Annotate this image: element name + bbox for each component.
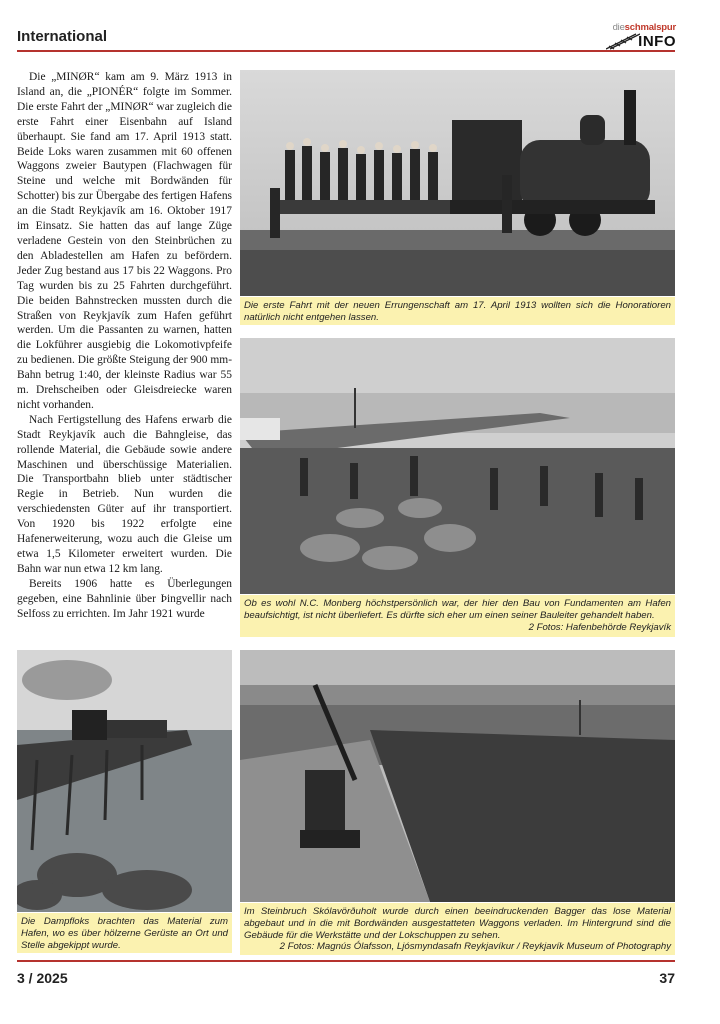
section-title: International <box>17 28 108 45</box>
header-rule <box>17 50 675 52</box>
logo-big-text: INFO <box>638 33 676 50</box>
photo-credit: 2 Fotos: Hafenbehörde Reykjavík <box>528 621 671 633</box>
issue-number: 3 / 2025 <box>17 970 68 986</box>
magazine-logo <box>606 22 676 50</box>
paragraph: Nach Fertigstellung des Hafens erwarb die Stadt Reykjavík auch die Bahngleise, das rollende Material, die Gebäude sowie andere Maschinen und überschüssige Materialien. Die Transportbahn blieb unter städtischer Regie in Betrieb. Nun wurden die verschiedensten Güter auf ihr transportiert. Von 1920 bis 1922 erfolgte eine Hafenerweiterung, wozu auch die Gleise um etwa 1,5 Kilometer erweitert wurden. Die Bahn war nun etwa 12 km lang. <box>17 413 232 575</box>
page-number: 37 <box>659 970 675 986</box>
paragraph: Bereits 1906 hatte es Überlegungen gegeben, eine Bahnlinie über Þingvellir nach Selfoss zu errichten. Im Jahr 1921 wurde <box>17 577 232 620</box>
caption-photo1: Die erste Fahrt mit der neuen Errungenschaft am 17. April 1913 wollten sich die Honoratioren natürlich nicht entgehen lassen. <box>240 297 675 325</box>
caption-photo2 <box>240 595 675 637</box>
photo-harbour-construction <box>240 338 675 594</box>
caption-photo4 <box>240 903 675 955</box>
photo-trestle-train <box>17 650 232 912</box>
paragraph: Die „MINØR“ kam am 9. März 1913 in Island an, die „PIONÉR“ folgte im Sommer. Die erste Fahrt der „MINØR“ war zugleich die erste Fahrt einer Eisenbahn auf Island überhaupt. Sie fand am 17. April 1913 statt. Beide Loks waren zusammen mit 60 offenen Waggons zweier Bautypen (Flachwagen für Steine und welche mit Bordwänden für Schotter) bis zur Übergabe des fertigen Hafens an die Stadt Reykjavík am 16. Oktober 1917 im Einsatz. Sie hatten das auf lange Züge verladene Gestein von den Steinbrüchen zu den Abladestellen am Hafen zu befördern. Jeder Zug bestand aus 17 bis 22 Waggons. Pro Tag wurden bis zu 25 Fahrten durchgeführt. Die beiden Bahnstrecken mussten durch die Straßen von Reykjavík zum Hafen geführt werden. Um die Passanten zu warnen, hatten die Lokführer ausgiebig die Lokomotivpfeife zu bedienen. Die größte Steigung der 900 mm-Bahn betrug 1:40, der kleinste Radius war 55 m. Drehscheiben oder Gleisdreiecke waren nicht vorhanden. <box>17 71 233 411</box>
footer-rule <box>17 960 675 962</box>
article-text-column <box>17 70 232 622</box>
photo-credit: 2 Fotos: Magnús Ólafsson, Ljósmyndasafn Reykjavíkur / Reykjavík Museum of Photography <box>279 941 671 953</box>
caption-photo4-text: Im Steinbruch Skólavörðuholt wurde durch einen beeindruckenden Bagger das lose Material abgebaut und in die mit Bordwänden ausgestatteten Waggons verladen. Im Hintergrund sind die Gebäude für die Werkstätte und der Lokschuppen zu sehen. <box>244 906 671 941</box>
photo-locomotive-first-run <box>240 70 675 296</box>
logo-small-text: dieschmalspur <box>612 22 676 33</box>
rail-tracks-icon <box>606 32 640 50</box>
photo-quarry-excavator <box>240 650 675 902</box>
caption-photo2-text: Ob es wohl N.C. Monberg höchstpersönlich war, der hier den Bau von Fundamenten am Hafen beaufsichtigt, ist nicht überliefert. Es dürfte sich eher um einen seiner Bauleiter gehandelt haben. <box>244 598 671 621</box>
caption-photo3: Die Dampfloks brachten das Material zum Hafen, wo es über hölzerne Gerüste an Ort und Stelle abgekippt wurde. <box>17 913 232 953</box>
